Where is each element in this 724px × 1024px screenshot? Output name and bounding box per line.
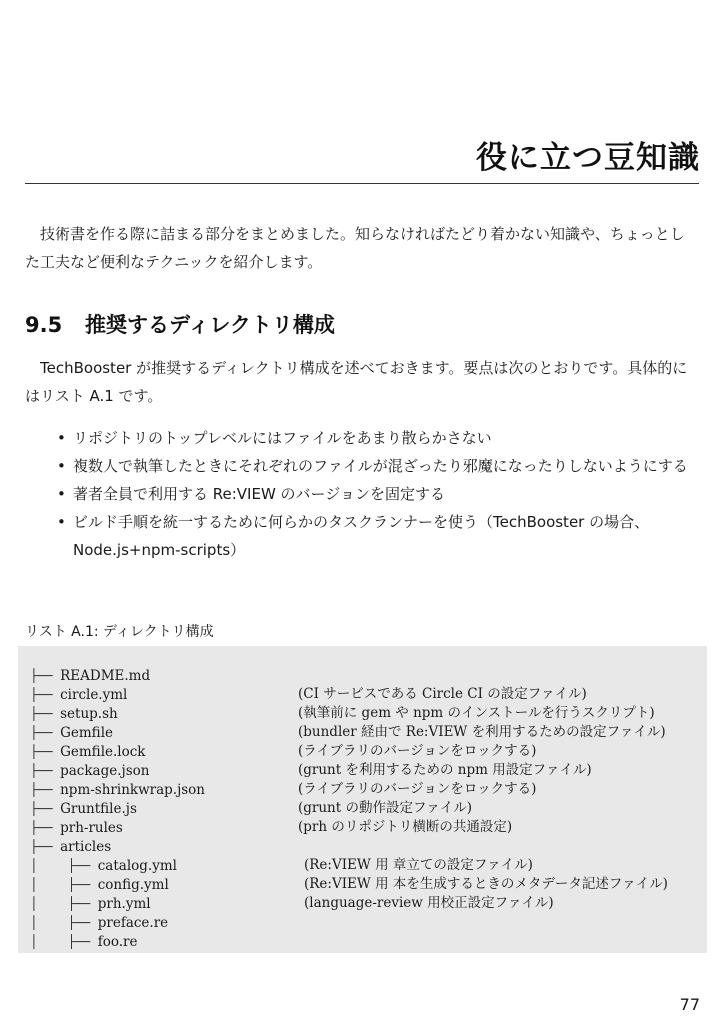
file-name: README.md (60, 668, 151, 684)
section-title: 推奨するディレクトリ構成 (85, 313, 335, 337)
tree-branch: │ ├── (30, 915, 98, 930)
section-heading (25, 309, 335, 339)
file-comment: (CI サービスである Circle CI の設定ファイル) (298, 686, 587, 702)
file-comment: (執筆前に gem や npm のインストールを行うスクリプト) (298, 705, 655, 721)
file-name: package.json (60, 763, 150, 779)
file-comment: (ライブラリのバージョンをロックする) (298, 743, 537, 759)
list-item: • リポジトリのトップレベルにはファイルをあまり散らかさない (25, 424, 699, 452)
file-comment: (bundler 経由で Re:VIEW を利用するための設定ファイル) (298, 724, 666, 740)
section-body-paragraph: TechBooster が推奨するディレクトリ構成を述べておきます。要点は次のとおりです。具体的にはリスト A.1 です。 (25, 359, 688, 405)
list-item: • 著者全員で利用する Re:VIEW のバージョンを固定する (25, 480, 699, 508)
file-name: Gemfile (60, 725, 113, 741)
code-row (30, 875, 668, 894)
file-comment: (language-review 用校正設定ファイル) (304, 895, 554, 911)
tree-branch: │ ├── (30, 896, 98, 911)
code-row (30, 856, 533, 875)
file-name: circle.yml (60, 687, 128, 703)
code-row (30, 685, 587, 704)
file-name: Gruntfile.js (60, 801, 137, 817)
file-name: npm-shrinkwrap.json (60, 782, 206, 798)
file-name: config.yml (97, 877, 169, 893)
code-row (30, 761, 592, 780)
file-name: preface.re (97, 915, 169, 931)
file-comment: (grunt の動作設定ファイル) (298, 800, 472, 816)
requirements-list (25, 424, 699, 564)
tree-branch: ├── (30, 687, 61, 702)
code-row (30, 723, 666, 742)
tree-branch: ├── (30, 820, 61, 835)
file-name: articles (60, 839, 112, 855)
tree-branch: ├── (30, 782, 61, 797)
chapter-title: 役に立つ豆知識 (476, 140, 700, 176)
file-name: foo.re (97, 934, 138, 950)
code-row (30, 837, 111, 856)
code-row (30, 894, 554, 913)
code-row (30, 913, 168, 932)
file-comment: (grunt を利用するための npm 用設定ファイル) (298, 762, 592, 778)
code-row (30, 818, 513, 837)
tree-branch: │ ├── (30, 858, 98, 873)
file-name: prh-rules (60, 820, 123, 836)
file-name: setup.sh (60, 706, 118, 722)
tree-branch: ├── (30, 744, 61, 759)
title-divider (25, 183, 699, 184)
tree-branch: ├── (30, 706, 61, 721)
code-listing (18, 646, 707, 953)
listing-caption: リスト A.1: ディレクトリ構成 (25, 624, 214, 640)
file-name: catalog.yml (97, 858, 177, 874)
tree-branch: │ ├── (30, 934, 98, 949)
file-name: prh.yml (97, 896, 151, 912)
tree-branch: ├── (30, 839, 61, 854)
tree-branch: ├── (30, 725, 61, 740)
file-name: Gemfile.lock (60, 744, 146, 760)
code-row (30, 742, 537, 761)
code-row (30, 780, 537, 799)
file-comment: (Re:VIEW 用 本を生成するときのメタデータ記述ファイル) (304, 876, 668, 892)
file-comment: (prh のリポジトリ横断の共通設定) (298, 819, 513, 835)
file-comment: (Re:VIEW 用 章立ての設定ファイル) (304, 857, 533, 873)
tree-branch: │ ├── (30, 877, 98, 892)
tree-branch: ├── (30, 668, 61, 683)
code-row (30, 666, 150, 685)
page-number: 77 (679, 995, 700, 1014)
code-row (30, 704, 655, 723)
section-number: 9.5 (25, 313, 63, 337)
list-item: • ビルド手順を統一するために何らかのタスクランナーを使う（TechBooster の場合、Node.js+npm-scripts） (25, 508, 699, 564)
list-item: • 複数人で執筆したときにそれぞれのファイルが混ざったり邪魔になったりしないようにする (25, 452, 699, 480)
file-comment: (ライブラリのバージョンをロックする) (298, 781, 537, 797)
tree-branch: ├── (30, 801, 61, 816)
tree-branch: ├── (30, 763, 61, 778)
code-row (30, 799, 472, 818)
intro-paragraph: 技術書を作る際に詰まる部分をまとめました。知らなければたどり着かない知識や、ちょっとした工夫など便利なテクニックを紹介します。 (25, 225, 685, 271)
code-row (30, 932, 137, 951)
